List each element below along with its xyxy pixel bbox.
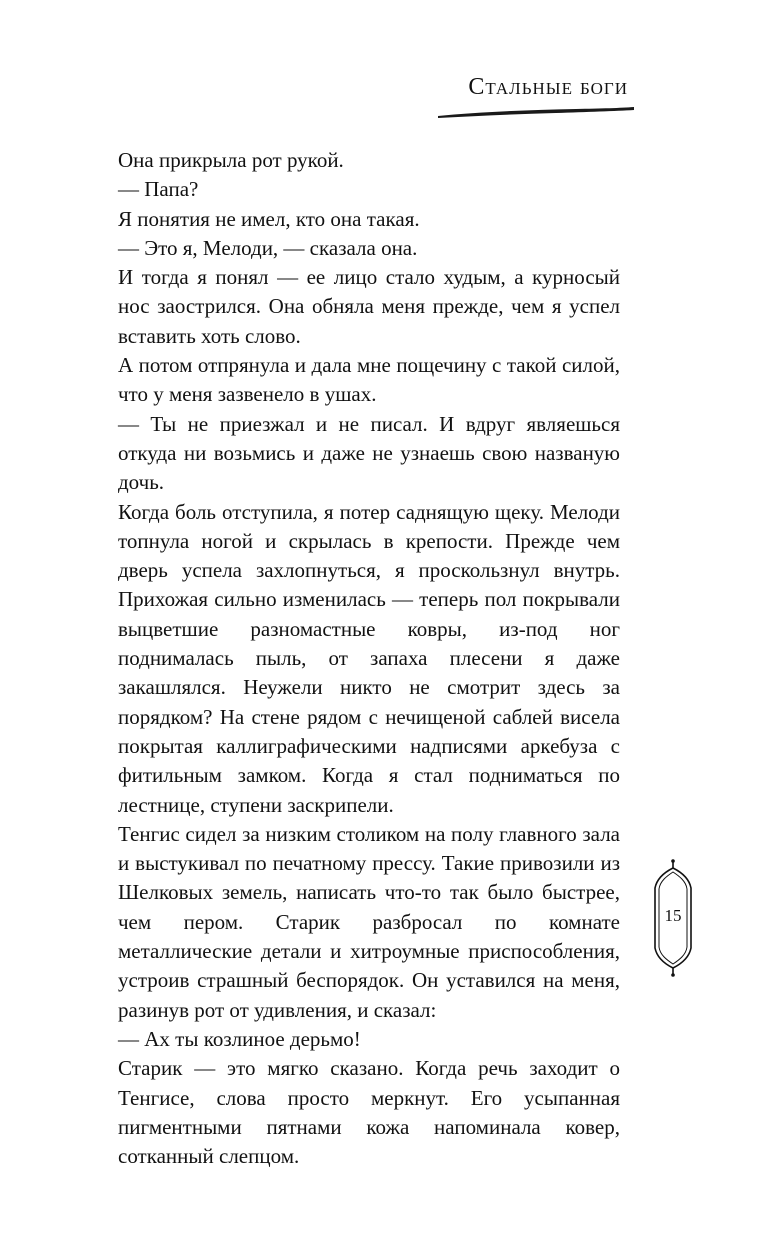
page-number-ornament [651, 858, 695, 978]
paragraph: Она прикрыла рот рукой. [118, 148, 344, 172]
paragraph: — Папа? [118, 177, 199, 202]
paragraph: Я понятия не имел, кто она такая. [118, 206, 420, 231]
paragraph: Когда боль отступила, я потер саднящую щеку. Мелоди топнула ногой и скрылась в крепости. Прежде чем дверь успела захлопнуться, я проскользнул внутрь. Прихожая сильно изменилась — теперь пол покрывали выцветшие разномастные ковры, из-под ног поднималась пыль, от запаха плесени я даже закашлялся. Неужели никто не смотрит здесь за порядком? На стене рядом с нечищеной саблей висела покрытая каллиграфическими надписями аркебуза с фитильным замком. Когда я стал подниматься по лестнице, ступени заскрипели. [118, 499, 620, 817]
paragraph: А потом отпрянула и дала мне пощечину с такой силой, что у меня зазвенело в ушах. [118, 353, 620, 407]
paragraph: — Ах ты козлиное дерьмо! [118, 1026, 361, 1051]
body-text [118, 146, 620, 1171]
paragraph: — Ты не приезжал и не писал. И вдруг являешься откуда ни возьмись и даже не узнаешь свою названую дочь. [118, 411, 620, 495]
paragraph: Старик — это мягко сказано. Когда речь заходит о Тенгисе, слова просто меркнут. Его усыпанная пигментными пятнами кожа напоминала ковер, сотканный слепцом. [118, 1056, 620, 1169]
running-head-title: Стальные боги [468, 74, 628, 100]
header-brush-rule [436, 106, 636, 120]
paragraph: — Это я, Мелоди, — сказала она. [118, 235, 418, 260]
paragraph: И тогда я понял — ее лицо стало худым, а курносый нос заострился. Она обняла меня прежде, чем я успел вставить хоть слово. [118, 265, 620, 348]
page-number: 15 [664, 906, 682, 925]
paragraph: Тенгис сидел за низким столиком на полу главного зала и выстукивал по печатному прессу. Такие привозили из Шелковых земель, написать что-то так было быстрее, чем пером. Старик разбросал по комнате металлические детали и хитроумные приспособления, устроив страшный беспорядок. Он уставился на меня, разинув рот от удивления, и сказал: [118, 821, 620, 1022]
